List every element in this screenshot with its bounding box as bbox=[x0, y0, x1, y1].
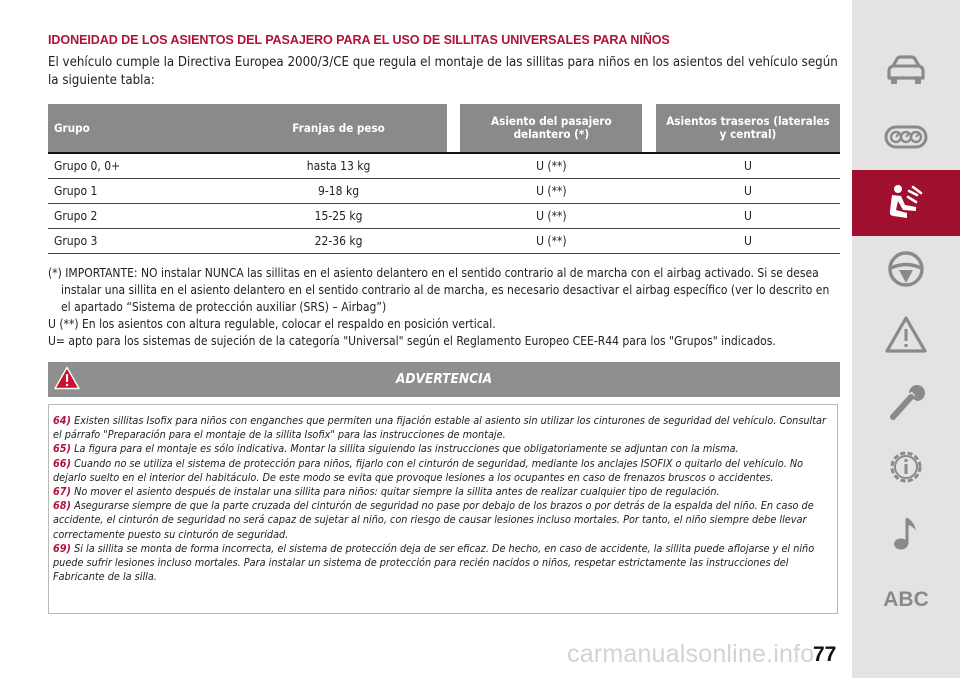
warning-item bbox=[53, 442, 833, 456]
header-weight: Franjas de peso bbox=[230, 104, 446, 153]
warning-header bbox=[48, 362, 840, 397]
chapter-sidebar bbox=[852, 0, 960, 678]
cell-front: U (**) bbox=[460, 153, 642, 179]
cell-group: Grupo 2 bbox=[48, 204, 230, 229]
music-note-icon bbox=[883, 513, 929, 553]
dashboard-icon bbox=[883, 117, 929, 157]
note-adjustable-seat: U (**) En los asientos con altura regulable, colocar el respaldo en posición vertical. bbox=[48, 317, 496, 331]
page-number: 77 bbox=[813, 643, 837, 666]
sidebar-item-maintenance[interactable] bbox=[852, 368, 960, 434]
sidebar-item-index[interactable]: ABC bbox=[883, 588, 929, 611]
cell-front: U (**) bbox=[460, 204, 642, 229]
header-spacer bbox=[642, 104, 656, 153]
warning-triangle-icon bbox=[883, 315, 929, 355]
warning-text: Si la sillita se monta de forma incorrecta, el sistema de protección deja de ser eficaz. De hecho, en caso de accidente, la sillita puede aflojarse y el niño puede sufrir lesiones incluso mortales. Para instalar un sistema de protección para recién nacidos o niños, respetar estrictamente las instrucciones del Fabricante de la silla. bbox=[53, 541, 815, 584]
warning-item bbox=[53, 457, 833, 485]
wrench-icon bbox=[883, 381, 929, 421]
sidebar-item-safety[interactable] bbox=[852, 170, 960, 236]
sidebar-item-driving[interactable] bbox=[852, 236, 960, 302]
table-header-row bbox=[48, 104, 840, 153]
sidebar-item-warnings[interactable] bbox=[852, 302, 960, 368]
warning-item bbox=[53, 485, 833, 499]
warning-text: Existen sillitas Isofix para niños con enganches que permiten una fijación estable al asiento sin utilizar los cinturones de seguridad del vehículo. Consultar el párrafo "Preparación para el montaje de la sillita Isofix" para las instrucciones de montaje. bbox=[53, 414, 827, 442]
cell-weight: hasta 13 kg bbox=[230, 153, 446, 179]
section-title: IDONEIDAD DE LOS ASIENTOS DEL PASAJERO PARA EL USO DE SILLITAS UNIVERSALES PARA NIÑOS bbox=[48, 33, 670, 47]
seat-airbag-icon bbox=[883, 183, 929, 223]
warning-text: Cuando no se utiliza el sistema de protección para niños, fijarlo con el cinturón de seguridad, mediante los anclajes ISOFIX o quitarlo del vehículo. No dejarlo suelto en el interior del habitáculo. De este modo se evita que provoque lesiones a los ocupantes en caso de frenazos bruscos o accidentes. bbox=[53, 456, 804, 484]
steering-wheel-icon bbox=[883, 249, 929, 289]
cell-weight: 15-25 kg bbox=[230, 204, 446, 229]
cell-group: Grupo 3 bbox=[48, 229, 230, 254]
warning-title: ADVERTENCIA bbox=[395, 371, 493, 387]
warning-item bbox=[53, 542, 833, 585]
warning-number: 65) bbox=[53, 442, 71, 456]
cell-weight: 9-18 kg bbox=[230, 179, 446, 204]
warning-number: 67) bbox=[53, 485, 71, 499]
sidebar-item-technical[interactable] bbox=[852, 434, 960, 500]
cell-rear: U bbox=[656, 153, 840, 179]
warning-number: 69) bbox=[53, 541, 71, 555]
info-gear-icon bbox=[883, 447, 929, 487]
cell-group: Grupo 1 bbox=[48, 179, 230, 204]
header-rear-seats: Asientos traseros (laterales y central) bbox=[656, 104, 840, 153]
cell-rear: U bbox=[656, 229, 840, 254]
car-icon bbox=[883, 51, 929, 91]
header-front-seat: Asiento del pasajero delantero (*) bbox=[460, 104, 642, 153]
warning-text: La figura para el montaje es sólo indicativa. Montar la sillita siguiendo las instrucciones que obligatoriamente se adjuntan con la misma. bbox=[74, 442, 739, 456]
warning-list bbox=[53, 414, 833, 584]
sidebar-item-multimedia[interactable] bbox=[852, 500, 960, 566]
table-row bbox=[48, 229, 840, 254]
table-row bbox=[48, 179, 840, 204]
cell-group: Grupo 0, 0+ bbox=[48, 153, 230, 179]
warning-number: 64) bbox=[53, 414, 71, 427]
table-notes bbox=[48, 265, 840, 350]
warning-box bbox=[48, 404, 838, 614]
table-row bbox=[48, 204, 840, 229]
intro-paragraph: El vehículo cumple la Directiva Europea 2000/3/CE que regula el montaje de las sillitas para niños en los asientos del vehículo según la siguiente tabla: bbox=[48, 55, 838, 88]
warning-text: Asegurarse siempre de que la parte cruzada del cinturón de seguridad no pase por debajo de los brazos o por detrás de la espalda del niño. En caso de accidente, el cinturón de seguridad no será capaz de sujetar al niño, con riesgo de causar lesiones incluso mortales. Por tanto, el niño siempre debe llevar correctamente puesto su cinturón de seguridad. bbox=[53, 499, 814, 541]
cell-weight: 22-36 kg bbox=[230, 229, 446, 254]
header-group: Grupo bbox=[48, 104, 230, 153]
cell-front: U (**) bbox=[460, 229, 642, 254]
child-seat-table bbox=[48, 104, 840, 254]
note-important: (*) IMPORTANTE: NO instalar NUNCA las sillitas en el asiento delantero en el sentido contrario al de marcha con el airbag activado. Si se desea instalar una sillita en el asiento delantero en el sentido contrario al de marcha, es necesario desactivar el airbag específico (ver lo descrito en el apartado “Sistema de protección auxiliar (SRS) – Airbag”) bbox=[48, 266, 830, 314]
cell-rear: U bbox=[656, 179, 840, 204]
sidebar-item-dashboard[interactable] bbox=[852, 104, 960, 170]
header-spacer bbox=[447, 104, 461, 153]
warning-text: No mover el asiento después de instalar una sillita para niños: quitar siempre la sillita antes de realizar cualquier tipo de regulación. bbox=[74, 485, 720, 499]
warning-item bbox=[53, 414, 833, 442]
warning-number: 66) bbox=[53, 456, 71, 470]
table-row bbox=[48, 153, 840, 179]
warning-item bbox=[53, 499, 833, 542]
watermark: carmanualsonline.info bbox=[567, 640, 815, 668]
cell-rear: U bbox=[656, 204, 840, 229]
cell-front: U (**) bbox=[460, 179, 642, 204]
note-universal: U= apto para los sistemas de sujeción de la categoría "Universal" según el Reglamento Europeo CEE-R44 para los "Grupos" indicados. bbox=[48, 334, 776, 348]
sidebar-item-car[interactable] bbox=[852, 38, 960, 104]
warning-number: 68) bbox=[53, 499, 71, 513]
